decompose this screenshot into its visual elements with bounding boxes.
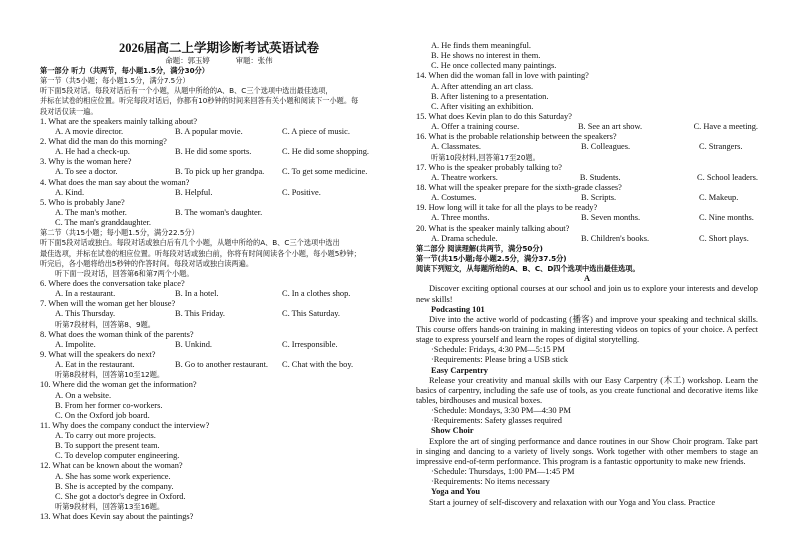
passage-intro: Discover exciting optional courses at our school and join us to explore your interests and develop new skills!: [416, 284, 758, 304]
course-requirements: ·Requirements: Safety glasses required: [431, 416, 562, 426]
option-c[interactable]: C. Chat with the boy.: [282, 360, 354, 370]
option-c[interactable]: C. Short plays.: [699, 233, 749, 243]
option-a[interactable]: A. This Thursday.: [55, 309, 116, 319]
listening-cue: 听第7段材料，回答第8、9题。: [55, 319, 155, 329]
listening-cue: 听第8段材料，回答第10至12题。: [55, 370, 165, 380]
question-9: 9. What will the speakers do next?: [40, 349, 156, 359]
question-2-options: [40, 147, 398, 157]
question-15-options: [416, 122, 758, 132]
question-13: 13. What does Kevin say about the paintings?: [40, 512, 194, 522]
option-b[interactable]: B. Scripts.: [581, 193, 617, 203]
option-b[interactable]: B. From her former co-workers.: [55, 400, 163, 410]
question-20-options: [416, 234, 758, 244]
option-c[interactable]: C. She got a doctor's degree in Oxford.: [55, 491, 186, 501]
question-1-options: [40, 127, 398, 137]
question-4-options: [40, 188, 398, 198]
option-c[interactable]: C. After visiting an exhibition.: [431, 101, 534, 111]
option-b[interactable]: B. Children's books.: [581, 233, 650, 243]
question-5: 5. Who is probably Jane?: [40, 197, 125, 207]
option-c[interactable]: C. School leaders.: [697, 172, 758, 182]
question-6-options: [40, 289, 398, 299]
question-14: 14. When did the woman fall in love with painting?: [416, 71, 589, 81]
section2-instructions: 听完后，各小题将给出5秒钟的作答时间。每段对话或独白读两遍。: [40, 258, 254, 268]
option-a[interactable]: A. She has some work experience.: [55, 471, 171, 481]
passage-letter: A: [583, 274, 591, 284]
option-a[interactable]: A. A movie director.: [55, 126, 124, 136]
option-b[interactable]: B. See an art show.: [577, 122, 643, 132]
option-a[interactable]: A. Drama schedule.: [431, 233, 498, 243]
option-c[interactable]: C. Makeup.: [699, 193, 739, 203]
question-17-options: [416, 173, 758, 183]
section1-instructions: 并标在试卷的相应位置。听完每段对话后，你都有10秒钟的时间来回答有关小题和阅读下一小题。每: [40, 96, 359, 106]
option-b[interactable]: B. Students.: [579, 172, 621, 182]
course-title: Podcasting 101: [431, 304, 485, 314]
course-title: Easy Carpentry: [431, 365, 488, 375]
question-16-options: [416, 142, 758, 152]
question-9-options: [40, 360, 398, 370]
section1-instructions: 听下面5段对话。每段对话后有一个小题，从题中所给的A、B、C三个选项中选出最佳选项，: [40, 86, 333, 96]
section2-heading: 第二节（共15小题；每小题1.5分，满分22.5分）: [40, 228, 199, 238]
option-b[interactable]: B. Unkind.: [175, 339, 212, 349]
option-b[interactable]: B. Go to another restaurant.: [175, 360, 269, 370]
part2-heading: 第二部分 阅读理解(共两节，满分50分): [416, 243, 543, 253]
course-requirements: ·Requirements: No items necessary: [431, 477, 550, 487]
option-c[interactable]: C. To get some medicine.: [282, 167, 368, 177]
question-7-options: [40, 309, 398, 319]
option-c[interactable]: C. Irresponsible.: [282, 339, 338, 349]
option-a[interactable]: A. In a restaurant.: [55, 289, 116, 299]
question-19: 19. How long will it take for all the plays to be ready?: [416, 203, 598, 213]
option-b[interactable]: B. To pick up her grandpa.: [175, 167, 265, 177]
exam-credits: [40, 56, 398, 65]
option-a[interactable]: A. Classmates.: [431, 142, 482, 152]
question-3: 3. Why is the woman here?: [40, 157, 132, 167]
part1-heading: 第一部分 听力（共两节，每小题1.5分，满分30分）: [40, 66, 209, 75]
option-a[interactable]: A. After attending an art class.: [431, 81, 534, 91]
question-15: 15. What does Kevin plan to do this Saturday?: [416, 111, 572, 121]
question-8-options: [40, 340, 398, 350]
section2-instructions: 听下面5段对话或独白。每段对话或独白后有几个小题，从题中所给的A、B、C三个选项中选出: [40, 238, 340, 248]
option-b[interactable]: B. He shows no interest in them.: [431, 51, 541, 61]
question-2: 2. What did the man do this morning?: [40, 136, 167, 146]
course-schedule: ·Schedule: Fridays, 4:30 PM—5:15 PM: [431, 345, 565, 355]
part2-section1-heading: 第一节(共15小题;每小题2.5分，满分37.5分): [416, 253, 567, 263]
option-b[interactable]: B. Colleagues.: [581, 142, 631, 152]
option-c[interactable]: C. In a clothes shop.: [282, 289, 351, 299]
option-b[interactable]: B. This Friday.: [175, 309, 226, 319]
section2-instructions: 最佳选项，并标在试卷的相应位置。听每段对话或独白前，你将有时间阅读各个小题，每小题5秒钟；: [40, 248, 361, 258]
setter-label: 命题：郭玉婷: [165, 56, 210, 65]
question-3-options: [40, 167, 398, 177]
course-title: Yoga and You: [431, 487, 481, 497]
question-8: 8. What does the woman think of the parents?: [40, 329, 194, 339]
right-column: [416, 41, 758, 508]
listening-cue: 听第9段材料，回答第13至16题。: [55, 502, 165, 512]
option-a[interactable]: A. Eat in the restaurant.: [55, 360, 135, 370]
course-description: Explore the art of singing performance and dance routines in our Show Choir program. Take part in singing and dancing to a variety of lively songs. Work together with other members to stage an impressive end-of-term performance. This program is a fantastic opportunity to make new friends.: [416, 436, 758, 466]
option-a[interactable]: A. He had a check-up.: [55, 147, 130, 157]
option-a[interactable]: A. Offer a training course.: [431, 122, 520, 132]
part2-instructions: 阅读下列短文，从每题所给的A、B、C、D四个选项中选出最佳选项。: [416, 264, 640, 274]
option-c[interactable]: C. Strangers.: [699, 142, 743, 152]
option-c[interactable]: C. He once collected many paintings.: [431, 61, 557, 71]
question-6: 6. Where does the conversation take place?: [40, 278, 185, 288]
question-11: 11. Why does the company conduct the interview?: [40, 420, 210, 430]
course-schedule: ·Schedule: Thursdays, 1:00 PM—1:45 PM: [431, 467, 575, 477]
question-5-options: [40, 208, 398, 218]
option-a[interactable]: A. On a website.: [55, 390, 112, 400]
question-18-options: [416, 193, 758, 203]
reviewer-label: 审题：张伟: [235, 56, 273, 65]
option-c[interactable]: C. A piece of music.: [282, 126, 350, 136]
option-b[interactable]: B. A popular movie.: [175, 126, 243, 136]
option-b[interactable]: B. Helpful.: [175, 187, 213, 197]
option-a[interactable]: A. To see a doctor.: [55, 167, 118, 177]
listening-cue: 听第10段材料,回答第17至20题。: [431, 152, 540, 162]
question-16: 16. What is the probable relationship between the speakers?: [416, 132, 617, 142]
option-a[interactable]: A. The man's mother.: [55, 207, 127, 217]
option-a[interactable]: A. Kind.: [55, 187, 85, 197]
option-b[interactable]: B. The woman's daughter.: [175, 207, 263, 217]
question-4: 4. What does the man say about the woman?: [40, 177, 190, 187]
option-c[interactable]: C. Have a meeting.: [693, 122, 758, 132]
question-10: 10. Where did the woman get the information?: [40, 380, 197, 390]
course-description: Release your creativity and manual skills with our Easy Carpentry (木工) workshop. Learn the basics of carpentry, including the safe use of tools, as you create functional and decorative items like tables, birdhouses and musical boxes.: [416, 375, 758, 406]
option-a[interactable]: A. To carry out more projects.: [55, 431, 156, 441]
course-description: Dive into the active world of podcasting (播客) and improve your speaking and technical skills. This course offers hands-on training in making interesting videos on topics of your choice. A perfect stage to express yourself and learn the ropes of digital storytelling.: [416, 314, 758, 345]
question-20: 20. What is the speaker mainly talking about?: [416, 223, 570, 233]
question-18: 18. What will the speaker prepare for the sixth-grade classes?: [416, 182, 622, 192]
listening-cue: 听下面一段对话，回答第6和第7两个小题。: [55, 268, 194, 278]
option-a[interactable]: A. Theatre workers.: [431, 172, 498, 182]
option-c[interactable]: C. This Saturday.: [282, 309, 340, 319]
option-a[interactable]: A. Costumes.: [431, 193, 477, 203]
option-c[interactable]: C. Nine months.: [699, 213, 754, 223]
option-c[interactable]: C. Positive.: [282, 187, 321, 197]
section1-instructions: 段对话仅读一遍。: [40, 106, 98, 116]
option-b[interactable]: B. She is accepted by the company.: [55, 481, 174, 491]
option-b[interactable]: B. In a hotel.: [175, 289, 219, 299]
question-12: 12. What can be known about the woman?: [40, 461, 183, 471]
option-c[interactable]: C. To develop computer engineering.: [55, 451, 180, 461]
left-column: [40, 66, 398, 522]
section1-heading: 第一节（共5小题；每小题1.5分，满分7.5分）: [40, 76, 190, 86]
option-b[interactable]: B. He did some sports.: [175, 147, 252, 157]
course-requirements: ·Requirements: Please bring a USB stick: [431, 355, 569, 365]
course-description: Start a journey of self-discovery and relaxation with our Yoga and You class. Practice: [429, 497, 716, 507]
course-title: Show Choir: [431, 426, 474, 436]
question-17: 17. Who is the speaker probably talking to?: [416, 162, 562, 172]
option-c[interactable]: C. He did some shopping.: [282, 147, 370, 157]
exam-title: 2026届高二上学期诊断考试英语试卷: [118, 41, 319, 55]
option-a[interactable]: A. Impolite.: [55, 339, 96, 349]
option-a[interactable]: A. He finds them meaningful.: [431, 41, 532, 50]
option-b[interactable]: B. Seven months.: [581, 213, 641, 223]
question-1: 1. What are the speakers mainly talking about?: [40, 116, 198, 126]
option-c[interactable]: C. On the Oxford job board.: [55, 410, 150, 420]
option-b[interactable]: B. To support the present team.: [55, 441, 160, 451]
course-schedule: ·Schedule: Mondays, 3:30 PM—4:30 PM: [431, 406, 571, 416]
option-c[interactable]: C. The man's granddaughter.: [55, 218, 152, 228]
question-7: 7. When will the woman get her blouse?: [40, 299, 176, 309]
option-b[interactable]: B. After listening to a presentation.: [431, 91, 549, 101]
question-19-options: [416, 213, 758, 223]
option-a[interactable]: A. Three months.: [431, 213, 490, 223]
